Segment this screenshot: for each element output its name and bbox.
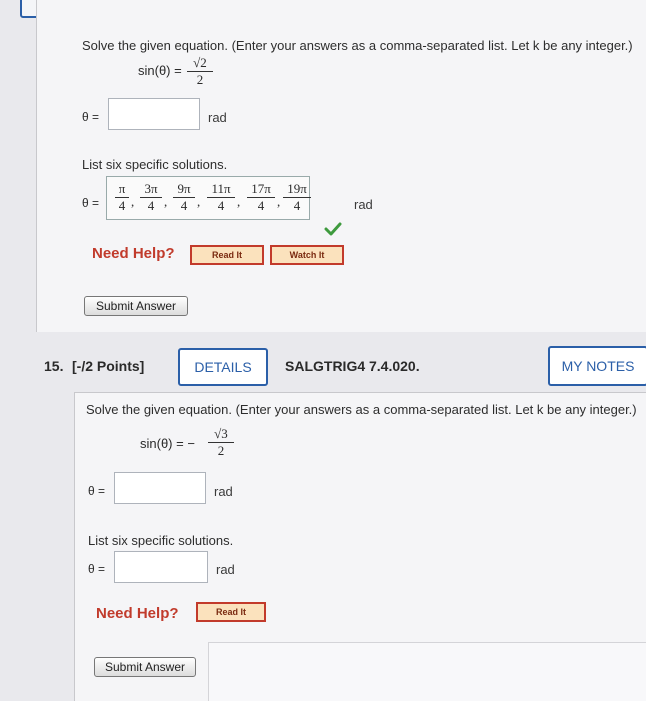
q15-read-it-button[interactable]: Read It [196,602,266,622]
q14-equation-fraction: $\frac{√2}{2}$ [187,55,213,88]
q15-specific-solutions-input[interactable] [114,551,208,583]
q15-details-button[interactable]: DETAILS [178,348,268,386]
q15-number: 15. [44,358,64,374]
solution-4: $\frac{11\pi}{4}$ [207,181,235,214]
q15-equation-fraction: $\frac{√3}{2}$ [208,426,234,459]
q14-equation-lhs: sin(θ) = [138,63,182,78]
solution-3: $\frac{9\pi}{4}$ [173,181,195,214]
solution-2: $\frac{3\pi}{4}$ [140,181,162,214]
q14-submit-button[interactable]: Submit Answer [84,296,188,316]
solution-6: $\frac{19\pi}{4}$ [283,181,311,214]
solution-1: $\frac{\pi}{4}$ [115,181,129,214]
q15-my-notes-button[interactable]: MY NOTES [548,346,646,386]
q14-specific-solutions-input[interactable]: $\frac{\pi}{4}$ , $\frac{3\pi}{4}$ , $\frac{9\pi}{4}$ , $\frac{11\pi}{4}$ , $\frac{17\pi}{4}$ , $\frac{19\pi}{4}$ [106,176,310,220]
q15-list-prompt: List six specific solutions. [88,533,234,548]
q14-list-theta-label: θ = [82,196,100,210]
correct-check-icon [324,222,342,236]
q15-list-theta-label: θ = [88,562,106,576]
q14-general-solution-input[interactable] [108,98,200,130]
q15-points: [-/2 Points] [72,358,145,374]
q14-unit: rad [208,110,227,125]
q15-general-solution-input[interactable] [114,472,206,504]
q15-theta-label: θ = [88,484,106,498]
q14-need-help: Need Help? [92,245,175,262]
q15-need-help: Need Help? [96,605,179,622]
q15-code: SALGTRIG4 7.4.020. [285,358,420,374]
q15-equation-lhs: sin(θ) = − [140,436,195,451]
solution-5: $\frac{17\pi}{4}$ [247,181,275,214]
q15-prompt: Solve the given equation. (Enter your answers as a comma-separated list. Let k be any integer.) [86,402,637,417]
q14-list-prompt: List six specific solutions. [82,157,228,172]
q14-read-it-button[interactable]: Read It [190,245,264,265]
q14-watch-it-button[interactable]: Watch It [270,245,344,265]
q14-list-unit: rad [354,197,373,212]
q14-prompt: Solve the given equation. (Enter your answers as a comma-separated list. Let k be any integer.) [82,38,633,53]
q15-unit: rad [214,484,233,499]
q14-theta-label: θ = [82,110,100,124]
q15-feedback-area [208,642,646,701]
q15-list-unit: rad [216,562,235,577]
q15-submit-button[interactable]: Submit Answer [94,657,196,677]
